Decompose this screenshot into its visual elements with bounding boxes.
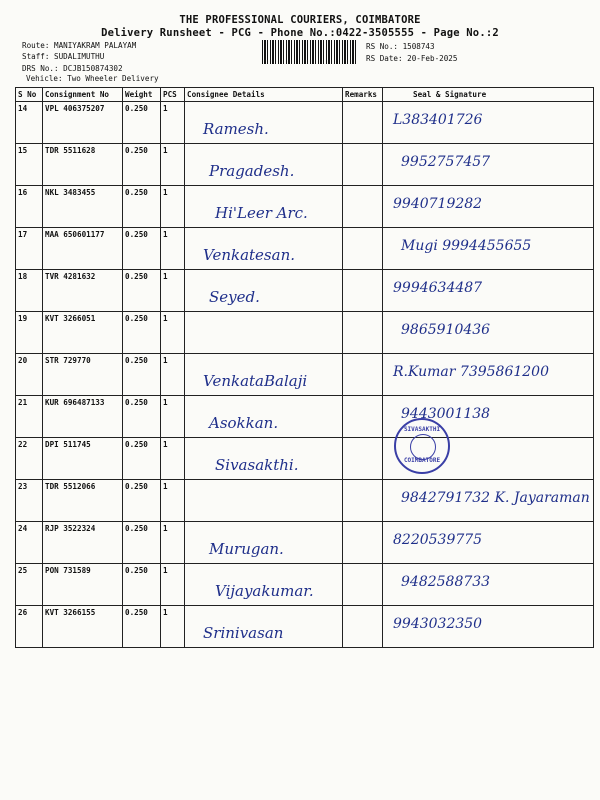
drs-info: DRS No.: DCJB150874302 (22, 64, 123, 73)
header-title: THE PROFESSIONAL COURIERS, COIMBATORE (179, 14, 421, 26)
signature-cell (383, 144, 594, 186)
barcode (262, 40, 356, 64)
rs-date: RS Date: 20-Feb-2025 (366, 54, 458, 63)
pcs-cell: 1 (161, 522, 185, 564)
sno-cell: 20 (16, 354, 43, 396)
handwritten-name: Asokkan. (209, 414, 279, 432)
signature-cell (383, 102, 594, 144)
stamp-top-text: SIVASAKTHI (403, 426, 441, 433)
handwritten-name: VenkataBalaji (203, 372, 308, 390)
handwritten-name: Srinivasan (203, 624, 284, 642)
signature-cell (383, 228, 594, 270)
sno-cell: 18 (16, 270, 43, 312)
pcs-cell: 1 (161, 606, 185, 648)
weight-cell: 0.250 (123, 564, 161, 606)
consignment-no-cell: STR 729770 (43, 354, 123, 396)
weight-cell: 0.250 (123, 186, 161, 228)
handwritten-signature: L383401726 (393, 112, 483, 128)
handwritten-name: Murugan. (209, 540, 284, 558)
pcs-cell: 1 (161, 438, 185, 480)
route-info: Route: MANIYAKRAM PALAYAM (22, 41, 137, 50)
handwritten-signature: 9994634487 (393, 280, 483, 296)
sno-cell: 19 (16, 312, 43, 354)
remarks-cell (343, 228, 383, 270)
handwritten-name: Vijayakumar. (215, 582, 314, 600)
signature-cell (383, 606, 594, 648)
signature-cell (383, 312, 594, 354)
pcs-cell: 1 (161, 480, 185, 522)
weight-cell: 0.250 (123, 228, 161, 270)
consignee-cell (185, 438, 343, 480)
signature-cell (383, 354, 594, 396)
handwritten-name: Sivasakthi. (215, 456, 299, 474)
table-row (16, 270, 594, 312)
remarks-cell (343, 396, 383, 438)
consignment-no-cell: KVT 3266051 (43, 312, 123, 354)
sno-cell: 14 (16, 102, 43, 144)
table-row (16, 144, 594, 186)
signature-cell (383, 270, 594, 312)
handwritten-signature: 9952757457 (401, 154, 491, 170)
consignment-no-cell: PON 731589 (43, 564, 123, 606)
signature-cell (383, 480, 594, 522)
handwritten-name: Hi'Leer Arc. (215, 204, 308, 222)
pcs-cell: 1 (161, 564, 185, 606)
handwritten-signature: 9865910436 (401, 322, 491, 338)
table-row (16, 522, 594, 564)
runsheet-table (15, 87, 594, 648)
weight-cell: 0.250 (123, 396, 161, 438)
col-weight: Weight (123, 88, 161, 102)
remarks-cell (343, 312, 383, 354)
sno-cell: 16 (16, 186, 43, 228)
remarks-cell (343, 354, 383, 396)
col-pcs: PCS (161, 88, 185, 102)
consignment-no-cell: DPI 511745 (43, 438, 123, 480)
table-row (16, 396, 594, 438)
handwritten-signature: Mugi 9994455655 (401, 238, 532, 254)
signature-cell (383, 564, 594, 606)
table-row (16, 606, 594, 648)
handwritten-name: Venkatesan. (203, 246, 295, 264)
weight-cell: 0.250 (123, 270, 161, 312)
pcs-cell: 1 (161, 270, 185, 312)
handwritten-name: Ramesh. (203, 120, 269, 138)
consignee-cell (185, 144, 343, 186)
sno-cell: 21 (16, 396, 43, 438)
consignee-cell (185, 228, 343, 270)
table-row (16, 438, 594, 480)
consignee-cell (185, 354, 343, 396)
col-sno: S No (16, 88, 43, 102)
rs-number: RS No.: 1508743 (366, 42, 435, 51)
consignee-cell (185, 312, 343, 354)
handwritten-signature: 9943032350 (393, 616, 483, 632)
table-header-row (16, 88, 594, 102)
pcs-cell: 1 (161, 312, 185, 354)
consignment-no-cell: VPL 406375207 (43, 102, 123, 144)
table-row (16, 480, 594, 522)
consignment-no-cell: RJP 3522324 (43, 522, 123, 564)
consignee-cell (185, 480, 343, 522)
col-consignment: Consignment No (43, 88, 123, 102)
weight-cell: 0.250 (123, 312, 161, 354)
pcs-cell: 1 (161, 102, 185, 144)
weight-cell: 0.250 (123, 606, 161, 648)
handwritten-signature: 9842791732 K. Jayaraman (401, 490, 590, 506)
sno-cell: 23 (16, 480, 43, 522)
remarks-cell (343, 522, 383, 564)
col-signature: Seal & Signature (383, 88, 594, 102)
pcs-cell: 1 (161, 228, 185, 270)
sno-cell: 26 (16, 606, 43, 648)
seal-stamp (394, 418, 450, 474)
sno-cell: 24 (16, 522, 43, 564)
table-row (16, 312, 594, 354)
pcs-cell: 1 (161, 186, 185, 228)
handwritten-signature: 8220539775 (393, 532, 483, 548)
stamp-bottom-text: COIMBATORE (403, 457, 441, 464)
consignee-cell (185, 270, 343, 312)
sno-cell: 22 (16, 438, 43, 480)
consignment-no-cell: TVR 4281632 (43, 270, 123, 312)
weight-cell: 0.250 (123, 522, 161, 564)
remarks-cell (343, 438, 383, 480)
weight-cell: 0.250 (123, 480, 161, 522)
handwritten-signature: 9940719282 (393, 196, 483, 212)
remarks-cell (343, 270, 383, 312)
remarks-cell (343, 144, 383, 186)
table-row (16, 564, 594, 606)
consignment-no-cell: TDR 5512066 (43, 480, 123, 522)
remarks-cell (343, 564, 383, 606)
consignee-cell (185, 186, 343, 228)
table-row (16, 354, 594, 396)
pcs-cell: 1 (161, 144, 185, 186)
col-consignee: Consignee Details (185, 88, 343, 102)
consignment-no-cell: NKL 3483455 (43, 186, 123, 228)
staff-info: Staff: SUDALIMUTHU (22, 52, 105, 61)
handwritten-name: Seyed. (209, 288, 260, 306)
pcs-cell: 1 (161, 354, 185, 396)
pcs-cell: 1 (161, 396, 185, 438)
remarks-cell (343, 186, 383, 228)
col-remarks: Remarks (343, 88, 383, 102)
weight-cell: 0.250 (123, 438, 161, 480)
signature-cell (383, 522, 594, 564)
signature-cell (383, 186, 594, 228)
consignee-cell (185, 606, 343, 648)
consignment-no-cell: MAA 650601177 (43, 228, 123, 270)
consignee-cell (185, 396, 343, 438)
sno-cell: 17 (16, 228, 43, 270)
consignee-cell (185, 522, 343, 564)
weight-cell: 0.250 (123, 102, 161, 144)
remarks-cell (343, 606, 383, 648)
table-row (16, 186, 594, 228)
vehicle-info: Vehicle: Two Wheeler Delivery (26, 74, 159, 83)
table-row (16, 102, 594, 144)
handwritten-signature: 9443001138 (401, 406, 491, 422)
remarks-cell (343, 102, 383, 144)
weight-cell: 0.250 (123, 354, 161, 396)
handwritten-name: Pragadesh. (209, 162, 295, 180)
handwritten-signature: 9482588733 (401, 574, 491, 590)
sno-cell: 15 (16, 144, 43, 186)
weight-cell: 0.250 (123, 144, 161, 186)
table-row (16, 228, 594, 270)
remarks-cell (343, 480, 383, 522)
consignment-no-cell: KVT 3266155 (43, 606, 123, 648)
handwritten-signature: R.Kumar 7395861200 (393, 364, 549, 380)
consignment-no-cell: KUR 696487133 (43, 396, 123, 438)
consignee-cell (185, 102, 343, 144)
consignee-cell (185, 564, 343, 606)
consignment-no-cell: TDR 5511628 (43, 144, 123, 186)
header-subtitle: Delivery Runsheet - PCG - Phone No.:0422-3505555 - Page No.:2 (101, 27, 499, 39)
sno-cell: 25 (16, 564, 43, 606)
